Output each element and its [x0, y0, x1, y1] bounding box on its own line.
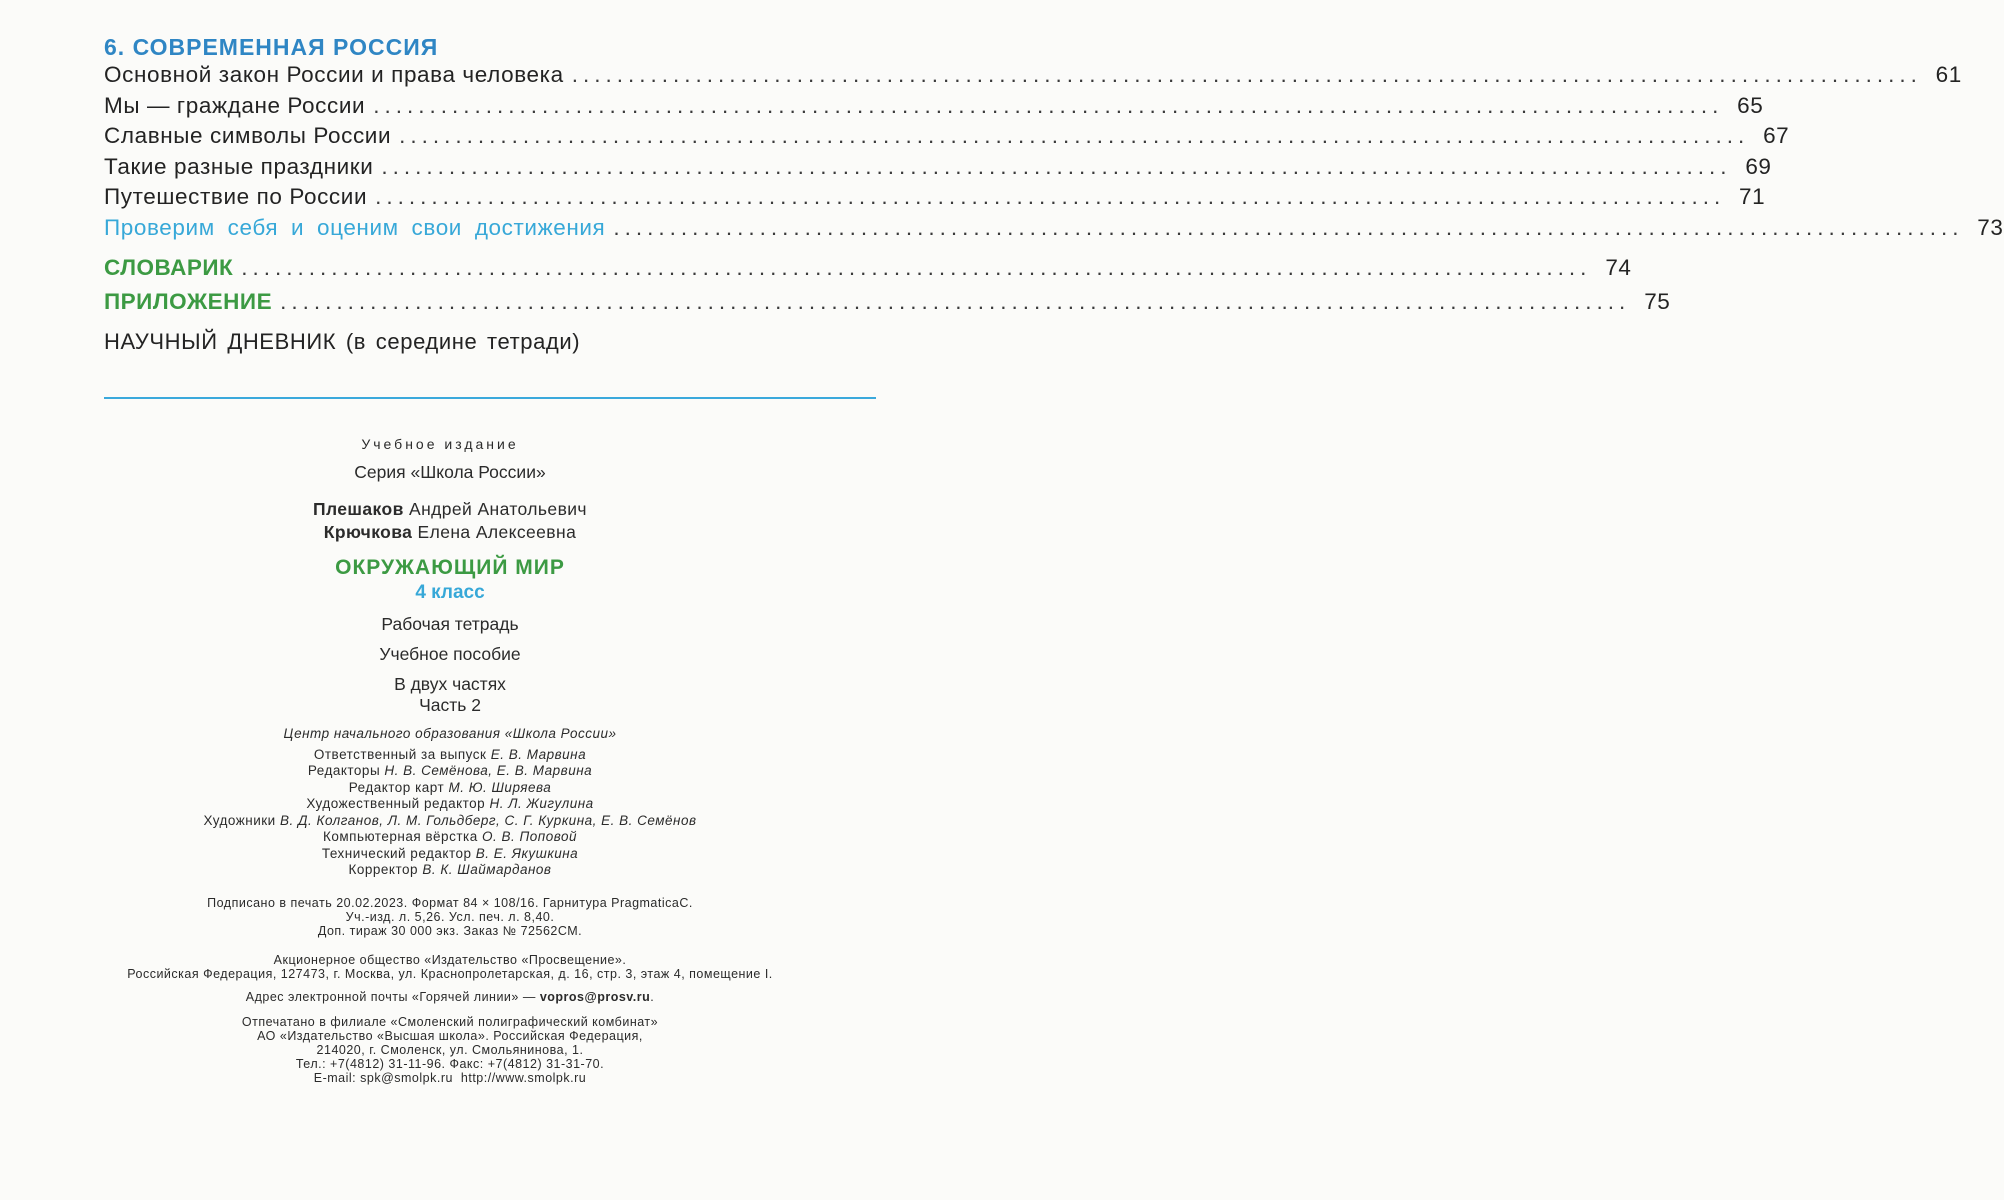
book-title: ОКРУЖАЮЩИЙ МИР: [335, 556, 565, 579]
print-info-line: Подписано в печать 20.02.2023. Формат 84 × 108/16. Гарнитура PragmaticaC.: [207, 895, 693, 910]
printer-line: АО «Издательство «Высшая школа». Российская Федерация,: [257, 1028, 643, 1043]
toc-entry-title: Основной закон России и права человека: [104, 62, 564, 87]
center-name-text: Центр начального образования «Школа России»: [283, 726, 617, 741]
print-info: [0, 896, 900, 938]
imprint-block: [0, 436, 900, 1085]
credit-names: Н. Л. Жигулина: [489, 796, 594, 811]
author-given-names: Елена Алексеевна: [417, 522, 577, 542]
print-info-line: Уч.-изд. л. 5,26. Усл. печ. л. 8,40.: [345, 909, 555, 924]
toc-entry-title: Славные символы России: [104, 123, 392, 148]
credit-role: Ответственный за выпуск: [313, 746, 487, 762]
credit-role: Компьютерная вёрстка: [322, 829, 478, 844]
printer-line: E-mail: spk@smolpk.ru http://www.smolpk.ru: [313, 1070, 587, 1085]
dot-leader: ........................................................................................................................: [375, 184, 1726, 209]
printer-line: 214020, г. Смоленск, ул. Смольянинова, 1.: [316, 1042, 584, 1057]
grade-label: 4 класс: [415, 582, 485, 603]
book-part: Часть 2: [419, 695, 481, 715]
hotline-label: Адрес электронной почты «Горячей линии» —: [245, 989, 536, 1004]
author-surname: Крючкова: [323, 522, 413, 542]
toc-entry-page: 61: [1935, 62, 1962, 87]
book-kind: Рабочая тетрадь: [381, 614, 519, 634]
credit-line: [0, 846, 900, 863]
toc-entry-title: Мы — граждане России: [104, 92, 366, 118]
credit-line: [0, 862, 900, 879]
dot-leader: ........................................................................................................................: [613, 214, 1964, 240]
toc-entry-page: 69: [1745, 153, 1772, 179]
credit-line: [0, 780, 900, 797]
toc-entry-page: 65: [1737, 92, 1764, 118]
credit-names: Н. В. Семёнова, Е. В. Марвина: [384, 763, 593, 778]
dot-leader: ........................................................................................................................: [381, 153, 1732, 179]
credits-list: [0, 747, 900, 879]
credit-line: [0, 747, 900, 764]
section-heading: 6. СОВРЕМЕННАЯ РОССИЯ: [104, 34, 439, 60]
toc-entry: [104, 62, 1962, 93]
toc-entry-title: Такие разные праздники: [104, 153, 374, 179]
book-purpose: Учебное пособие: [379, 644, 521, 664]
credit-line: [0, 813, 900, 830]
hotline-end: .: [650, 989, 655, 1004]
printer-info: [0, 1015, 900, 1085]
edition-type: Учебное издание: [361, 436, 519, 452]
publisher-info: [0, 953, 900, 981]
toc-entry-title: Проверим себя и оценим свои достижения: [104, 214, 606, 240]
author-line: [0, 499, 900, 520]
print-info-line: Доп. тираж 30 000 экз. Заказ № 72562СМ.: [317, 923, 583, 938]
author-given-names: Андрей Анатольевич: [409, 499, 587, 519]
toc-entry-page: 73: [1977, 214, 2004, 240]
credit-names: В. К. Шаймарданов: [422, 862, 552, 877]
toc-entry-page: 75: [1644, 289, 1671, 314]
publisher-line: Акционерное общество «Издательство «Просвещение».: [273, 952, 627, 967]
printer-line: Тел.: +7(4812) 31-11-96. Факс: +7(4812) 31-31-70.: [295, 1056, 605, 1071]
toc-glossary: [104, 255, 1632, 289]
credit-names: О. В. Поповой: [481, 829, 577, 844]
dot-leader: ........................................................................................................................: [571, 62, 1922, 87]
table-of-contents: [104, 32, 2004, 359]
credit-role: Художественный редактор: [306, 796, 486, 811]
toc-entry: [104, 153, 1772, 185]
credit-role: Технический редактор: [321, 845, 472, 861]
toc-entry: [104, 92, 1764, 124]
credit-names: М. Ю. Ширяева: [448, 779, 552, 795]
toc-entry-title: СЛОВАРИК: [104, 255, 234, 280]
dot-leader: ........................................................................................................................: [241, 255, 1592, 280]
center-name: [0, 726, 900, 743]
dot-leader: ........................................................................................................................: [280, 289, 1631, 314]
toc-entry-page: 74: [1605, 255, 1632, 280]
credit-role: Редакторы: [307, 763, 381, 778]
divider-line: [104, 397, 876, 399]
credit-names: Е. В. Марвина: [490, 746, 587, 762]
toc-entry-page: 71: [1739, 184, 1766, 209]
credit-line: [0, 796, 900, 813]
toc-entry-title: Путешествие по России: [104, 184, 368, 209]
book-parts: В двух частях: [394, 674, 506, 694]
publisher-line: Российская Федерация, 127473, г. Москва, ул. Краснопролетарская, д. 16, стр. 3, этаж 4, помещение I.: [127, 966, 773, 981]
credit-names: В. Д. Колганов, Л. М. Гольдберг, С. Г. Куркина, Е. В. Семёнов: [279, 812, 697, 828]
dot-leader: ........................................................................................................................: [373, 92, 1724, 118]
toc-appendix: [104, 289, 1671, 323]
printer-line: Отпечатано в филиале «Смоленский полиграфический комбинат»: [241, 1014, 659, 1029]
credit-role: Корректор: [348, 862, 419, 877]
hotline-email: vopros@prosv.ru: [539, 989, 651, 1004]
dot-leader: ........................................................................................................................: [399, 123, 1750, 148]
toc-entry: [104, 123, 1790, 154]
credit-line: [0, 829, 900, 846]
hotline-line: [0, 990, 900, 1004]
toc-entry-title: ПРИЛОЖЕНИЕ: [104, 289, 273, 314]
credit-names: В. Е. Якушкина: [475, 845, 579, 861]
credit-role: Художники: [203, 812, 276, 828]
toc-entry: [104, 184, 1766, 215]
author-line: [0, 522, 900, 543]
series: Серия «Школа России»: [354, 462, 546, 482]
toc-entry-self-check: [104, 214, 2004, 246]
credit-line: [0, 763, 900, 780]
toc-science-diary: НАУЧНЫЙ ДНЕВНИК (в середине тетради): [104, 329, 581, 354]
author-surname: Плешаков: [313, 499, 404, 519]
toc-entry-page: 67: [1763, 123, 1790, 148]
credit-role: Редактор карт: [348, 779, 445, 795]
